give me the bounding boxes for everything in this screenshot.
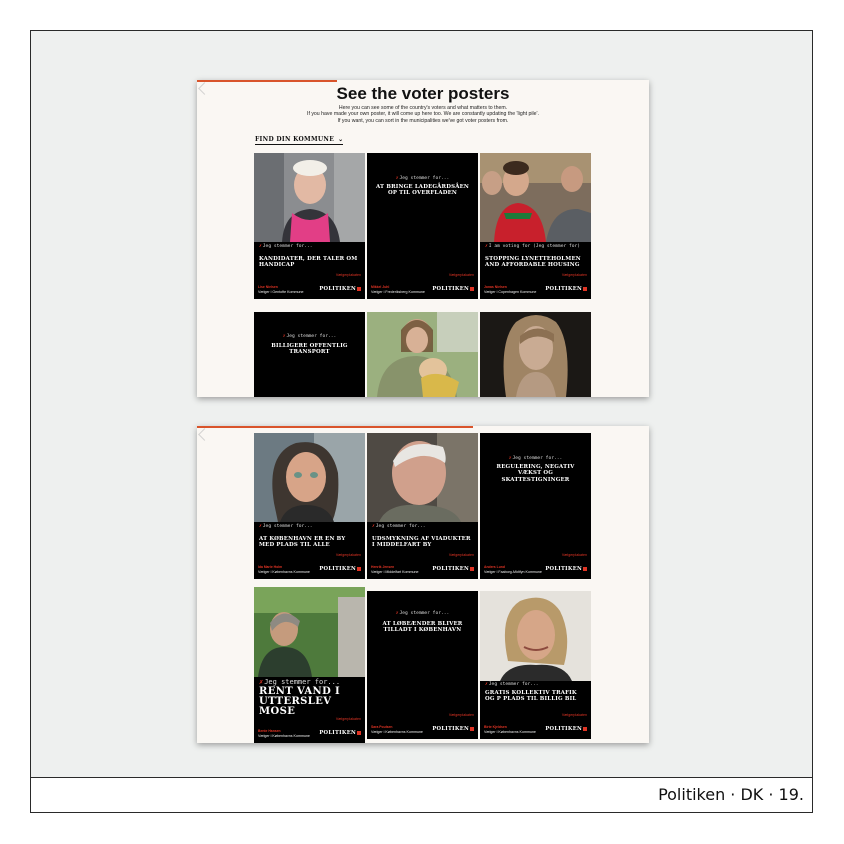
politiken-logo: Vælgerplakaten POLITIKEN — [432, 713, 474, 732]
voter-name: Sara Poulsen — [371, 725, 393, 729]
kicker-text: ✗Jeg stemmer for... — [259, 678, 341, 686]
kicker-text: ✗I am voting for (Jeg stemmer for) — [485, 244, 581, 249]
voter-poster-card[interactable] — [480, 433, 591, 579]
voter-name: Lise Nielsen — [258, 285, 278, 289]
voter-municipality: Vælger i Copenhagen Kommune — [484, 290, 537, 294]
caption-bar — [31, 777, 812, 812]
page-title: See the voter posters — [336, 84, 510, 103]
politiken-logo: Vælgerplakaten POLITIKEN — [545, 553, 587, 572]
politiken-logo: Vælgerplakaten POLITIKEN — [545, 273, 587, 292]
voter-photo — [254, 433, 365, 522]
voter-name: Bente Hansen — [258, 729, 281, 733]
kicker-text: ✗Jeg stemmer for... — [508, 456, 563, 461]
slide-frame — [30, 30, 813, 813]
accent-line — [197, 426, 473, 428]
chevron-down-icon: ⌄ — [338, 136, 344, 143]
voter-posters-page-scrolled — [197, 426, 649, 743]
voter-municipality: Vælger i Frederiksberg Kommune — [371, 290, 425, 294]
poster-headline: UDSMYKNING AF VIADUKTER I MIDDELFART BY — [372, 536, 471, 549]
politiken-logo: Vælgerplakaten POLITIKEN — [319, 717, 361, 736]
voter-poster-card[interactable] — [480, 312, 591, 397]
poster-headline: KANDIDATER, DER TALER OM HANDICAP — [259, 256, 358, 269]
voter-municipality: Vælger i Københavns Kommune — [258, 570, 310, 574]
kicker-text: ✗Jeg stemmer for... — [259, 244, 313, 249]
voter-photo — [480, 591, 591, 681]
voter-poster-card[interactable] — [254, 312, 365, 397]
kicker-text: ✗Jeg stemmer for... — [395, 176, 450, 181]
voter-municipality: Vælger i Middelfart Kommune — [371, 570, 419, 574]
voter-photo — [254, 153, 365, 242]
find-municipality-dropdown[interactable]: FIND DIN KOMMUNE ⌄ — [255, 136, 344, 143]
politiken-logo: Vælgerplakaten POLITIKEN — [319, 553, 361, 572]
poster-headline: REGULERING, NEGATIV VÆKST OG SKATTESTIGNINGER — [496, 464, 575, 483]
poster-headline: RENT VAND I UTTERSLEV MOSE — [259, 686, 341, 717]
voter-photo — [367, 312, 478, 397]
voter-photo — [254, 587, 365, 677]
voter-municipality: Vælger i Københavns Kommune — [484, 730, 536, 734]
poster-headline: AT LØBEÆNDER BLIVER TILLADT I KØBENHAVN — [382, 621, 463, 634]
intro-text: Here you can see some of the country's voters and what matters to them. If you have made your own poster, it will come up here too. We are constantly updating the 'light pile'. If you want, you can sort in the municipalities we've got voter posters from. — [307, 105, 539, 124]
voter-municipality: Vælger i Faaborg-Midtfyn Kommune — [484, 570, 542, 574]
voter-name: Jonas Nielsen — [484, 285, 507, 289]
politiken-logo: Vælgerplakaten POLITIKEN — [319, 273, 361, 292]
voter-poster-card[interactable] — [367, 433, 478, 579]
voter-name: Mikkel Juhl — [371, 285, 390, 289]
kicker-text: ✗Jeg stemmer for... — [259, 524, 313, 529]
corner-icon — [198, 428, 211, 441]
voter-poster-card[interactable] — [254, 153, 365, 299]
voter-municipality: Vælger i Gentofte Kommune — [258, 290, 304, 294]
voter-poster-card[interactable] — [254, 587, 365, 743]
voter-poster-card[interactable] — [367, 591, 478, 739]
kicker-text: ✗Jeg stemmer for... — [372, 524, 426, 529]
voter-photo — [480, 153, 591, 242]
kicker-text: ✗Jeg stemmer for... — [485, 682, 539, 687]
voter-poster-card[interactable] — [480, 153, 591, 299]
poster-headline: BILLIGERE OFFENTLIG TRANSPORT — [271, 343, 348, 356]
politiken-logo: Vælgerplakaten POLITIKEN — [432, 273, 474, 292]
voter-municipality: Vælger i Københavns Kommune — [371, 730, 423, 734]
voter-name: Birte Kjeldsen — [484, 725, 507, 729]
kicker-text: ✗Jeg stemmer for... — [282, 334, 337, 339]
politiken-logo: Vælgerplakaten POLITIKEN — [432, 553, 474, 572]
voter-municipality: Vælger i Københavns Kommune — [258, 734, 310, 738]
voter-name: Anders Lund — [484, 565, 505, 569]
voter-poster-card[interactable] — [254, 433, 365, 579]
voter-name: Ida Marie Holm — [258, 565, 283, 569]
slide-caption: Politiken · DK · 19. — [658, 785, 804, 804]
politiken-logo: Vælgerplakaten POLITIKEN — [545, 713, 587, 732]
voter-photo — [367, 433, 478, 522]
voter-posters-page-top — [197, 80, 649, 397]
poster-headline: AT BRINGE LADEGÅRDSÅEN OP TIL OVERFLADEN — [375, 184, 470, 197]
voter-poster-card[interactable] — [367, 153, 478, 299]
poster-headline: GRATIS KOLLEKTIV TRAFIK OG P PLADS TIL BILLIG BIL — [485, 690, 577, 703]
kicker-text: ✗Jeg stemmer for... — [395, 611, 450, 616]
poster-headline: STOPPING LYNETTEHOLMEN AND AFFORDABLE HOUSING — [485, 256, 581, 269]
voter-name: Henrik Jensen — [371, 565, 395, 569]
accent-line — [197, 80, 337, 82]
voter-poster-card[interactable] — [480, 591, 591, 739]
poster-headline: AT KØBENHAVN ER EN BY MED PLADS TIL ALLE — [259, 536, 346, 549]
voter-poster-card[interactable] — [367, 312, 478, 397]
voter-photo — [480, 312, 591, 397]
